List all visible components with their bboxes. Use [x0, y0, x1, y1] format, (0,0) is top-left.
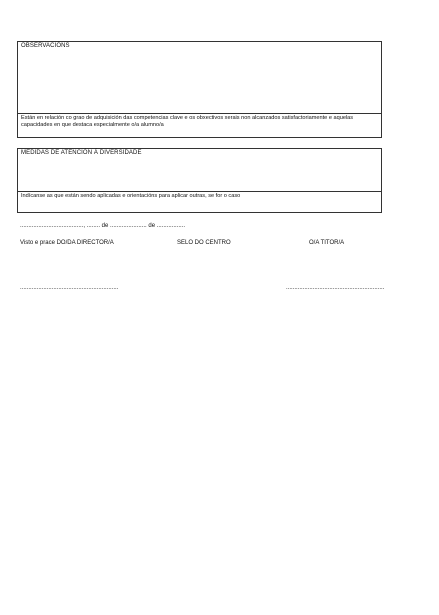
school-seal-label: SELO DO CENTRO — [177, 240, 231, 246]
diversity-box — [17, 148, 382, 213]
diversity-title: MEDIDAS DE ATENCIÓN Á DIVERSIDADE — [21, 150, 142, 156]
date-line: ......................................, ........ de ...................... de ................. — [20, 223, 186, 229]
observations-box — [17, 41, 382, 138]
observations-note: Están en relación co grao de adquisición das competencias clave e os obxectivos xerais non alcanzados satisfactoriamente e aquelas capacidades en que destaca especialmente o/a alumno/a — [21, 115, 354, 128]
tutor-signature-label: O/A TITOR/A — [309, 240, 345, 246]
diversity-note: Indícanse as que están sendo aplicadas e orientacións para aplicar outras, se for o caso — [21, 193, 241, 199]
tutor-signature-line: ........................................................... — [286, 285, 385, 291]
director-signature-line: ........................................................... — [20, 285, 119, 291]
observations-divider — [18, 113, 381, 114]
diversity-divider — [18, 191, 381, 192]
observations-title: OBSERVACIÓNS — [21, 43, 70, 49]
director-signature-label: Visto e prace DO/DA DIRECTOR/A — [20, 240, 114, 246]
